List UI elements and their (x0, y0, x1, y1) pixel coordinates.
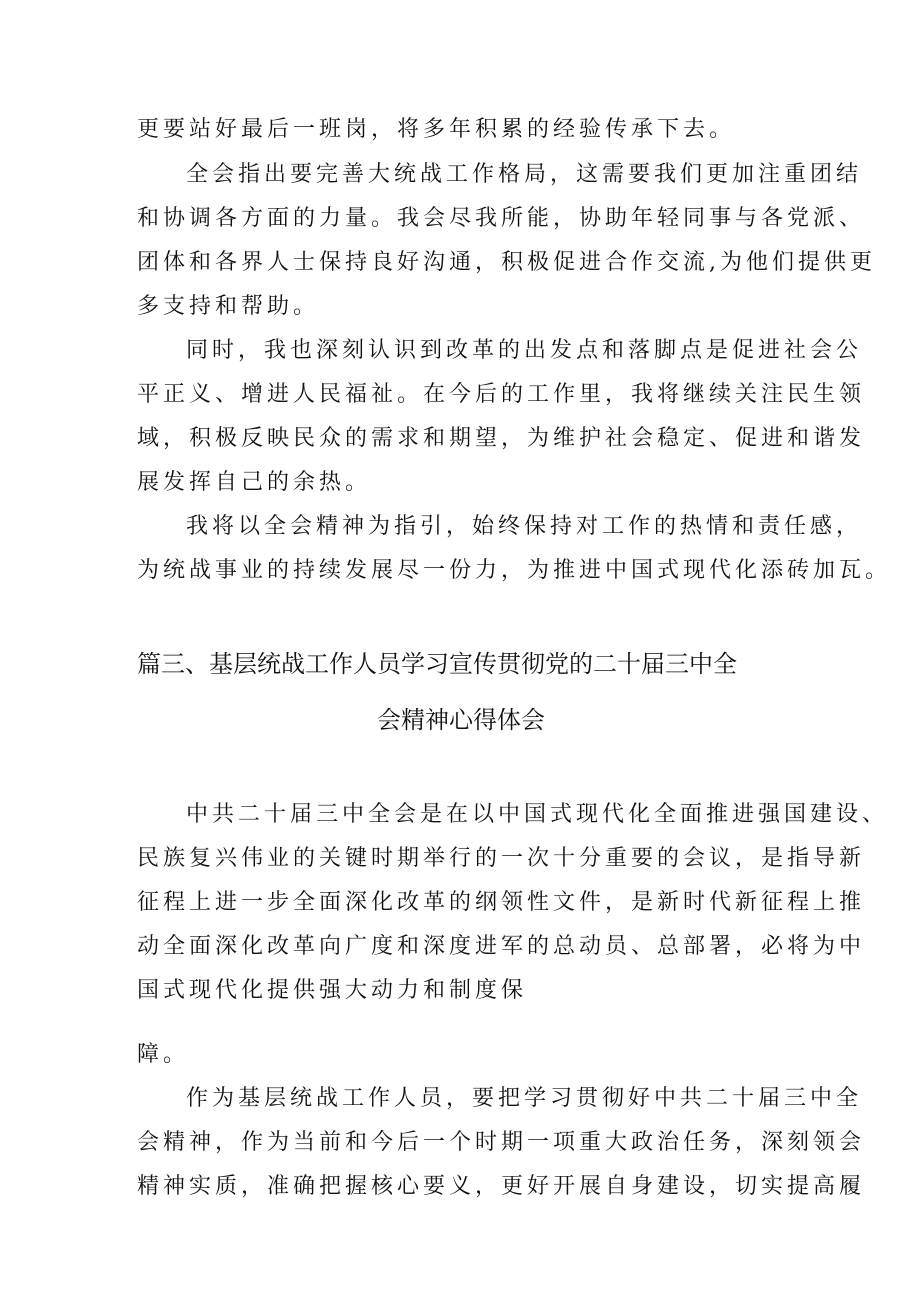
text-line: 动全面深化改革向广度和深度进军的总动员、总部署，必将为中 (137, 934, 866, 959)
text-line: 精神实质，准确把握核心要义，更好开展自身建设，切实提高履 (137, 1174, 866, 1199)
text-line: 和协调各方面的力量。我会尽我所能，协助年轻同事与各党派、 (137, 206, 866, 231)
text-line: 为统战事业的持续发展尽一份力，为推进中国式现代化添砖加瓦。 (137, 558, 892, 583)
text-line: 我将以全会精神为指引，始终保持对工作的热情和责任感， (186, 514, 863, 539)
text-line: 更要站好最后一班岗，将多年积累的经验传承下去。 (137, 117, 736, 142)
text-line: 作为基层统战工作人员，要把学习贯彻好中共二十届三中全 (186, 1086, 863, 1111)
text-line: 平正义、增进人民福祉。在今后的工作里，我将继续关注民生领 (137, 382, 866, 407)
text-line: 同时，我也深刻认识到改革的出发点和落脚点是促进社会公 (186, 338, 863, 363)
text-line: 域，积极反映民众的需求和期望，为维护社会稳定、促进和谐发 (137, 426, 866, 451)
text-line: 多支持和帮助。 (137, 294, 320, 319)
text-line: 会精神，作为当前和今后一个时期一项重大政治任务，深刻领会 (137, 1130, 866, 1155)
text-line: 全会指出要完善大统战工作格局，这需要我们更加注重团结 (186, 162, 863, 187)
section-heading: 篇三、基层统战工作人员学习宣传贯彻党的二十届三中全 (137, 650, 737, 678)
text-line: 团体和各界人士保持良好沟通，积极促进合作交流,为他们提供更 (137, 250, 876, 275)
text-line: 障。 (137, 1042, 190, 1067)
text-line: 展发挥自己的余热。 (137, 470, 372, 495)
text-line: 民族复兴伟业的关键时期举行的一次十分重要的会议，是指导新 (137, 846, 866, 871)
section-heading-continued: 会精神心得体会 (377, 706, 545, 734)
text-line: 国式现代化提供强大动力和制度保 (137, 978, 528, 1003)
text-line: 中共二十届三中全会是在以中国式现代化全面推进强国建设、 (186, 802, 889, 827)
text-line: 征程上进一步全面深化改革的纲领性文件，是新时代新征程上推 (137, 890, 866, 915)
